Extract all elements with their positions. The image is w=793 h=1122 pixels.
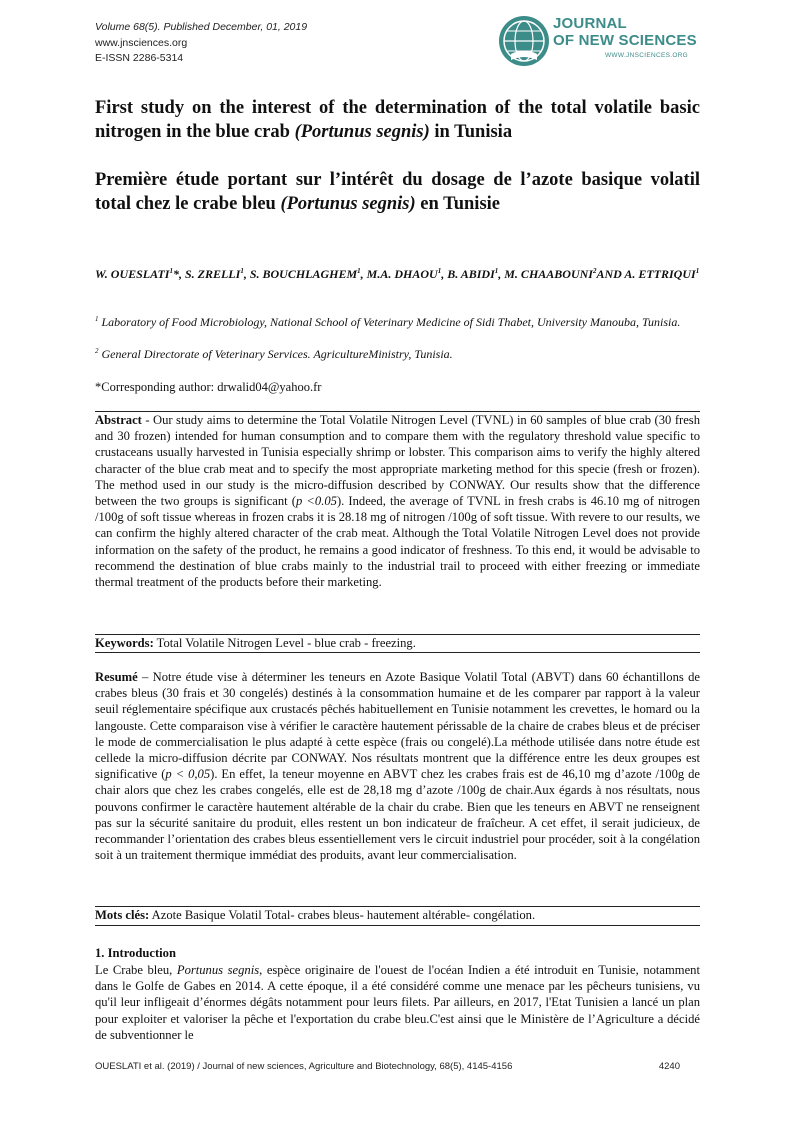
keywords: Keywords: Total Volatile Nitrogen Level - blue crab - freezing. bbox=[95, 636, 416, 650]
title-english: First study on the interest of the determination of the total volatile basic nitrogen in the blue crab (Portunus segnis) in Tunisia bbox=[95, 98, 700, 142]
journal-issn: E-ISSN 2286-5314 bbox=[95, 52, 184, 64]
globe-book-icon bbox=[497, 14, 551, 68]
abstract: Abstract - Our study aims to determine the Total Volatile Nitrogen Level (TVNL) in 60 samples of blue crab (30 fresh and 30 frozen) intended for human consumption and to compare them with the regulatory threshold value specific to crustaceans usually harvested in Tunisia especially shrimp or lobster. This comparison aims to verify the highly altered character of the blue crab meat and to specify the most appropriate marketing method for this specie (fresh or frozen). The method used in our study is the micro-diffusion described by CONWAY. Our results show that the difference between the two groups is significant (p <0.05). Indeed, the average of TVNL in fresh crabs is 46.10 mg of nitrogen /100g of soft tissue whereas in frozen crabs it is 28.18 mg of nitrogen /100g of soft tissue. With revere to our results, we can confirm the highly altered character of the crab meat. Although the Total Volatile Nitrogen Level does not provide information on the safety of the product, he remains a good indicator of freshness. To this end, it would be advisable to recommend the destination of blue crabs mainly to the industrial trail to proceed with either freezing or immediate thermal treatment of the products before their marketing. bbox=[95, 413, 701, 590]
resume: Resumé – Notre étude vise à déterminer les teneurs en Azote Basique Volatil Total (ABVT) dans 60 échantillons de crabes bleus (30 frais et 30 congelés) destinés à la consommation humaine et de les comparer par rapport à la valeur seuil réglementaire spécifique aux crustacés pêchés habituellement en Tunisie notamment les crevettes, le homard ou la langouste. Cette comparaison vise à vérifier le caractère hautement périssable de la chaire de crabes bleus et de préciser le mode de commercialisation le plus adapté à cette espèce (frais ou congelé).La méthode utilisée dans notre étude est cellede la micro-diffusion décrite par CONWAY. Nos résultats montrent que la différence entre les deux groupes est significative (p < 0,05). En effet, la teneur moyenne en ABVT chez les crabes frais est de 46,10 mg d’azote /100g de chair alors que chez les crabes congelés, elle est de 28,18 mg d’azote /100g de chair.Aux égards à nos résultats, nous pouvons confirmer le caractère hautement altérable de la chair du crabe. Bien que les teneurs en ABVT ne renseignent pas sur la sécurité sanitaire du produit, elles restent un bon indicateur de fraîcheur. A cet effet, il serait judicieux, de recommander l’orientation des crabes bleus essentiellement vers le circuit industriel pour procéder, soit à la congélation soit à un traitement thermique immédiat des produits, avant leur commercialisation. bbox=[95, 670, 701, 863]
logo-url: WWW.JNSCIENCES.ORG bbox=[605, 52, 689, 59]
affiliation-2: $^2$ General Directorate of Veterinary Services. AgricultureMinistry, Tunisia. bbox=[95, 347, 453, 361]
journal-volume: Volume 68(5). Published December, 01, 2019 bbox=[95, 21, 308, 33]
logo-line1: JOURNAL bbox=[553, 15, 627, 32]
title-french: Première étude portant sur l’intérêt du dosage de l’azote basique volatil total chez le crabe bleu (Portunus segnis) en Tunisie bbox=[95, 170, 700, 214]
author-list: W. OUESLATI$^1$*, S. ZRELLI$^1$, S. BOUCHLAGHEM$^1$, M.A. DHAOU$^1$, B. ABIDI$^1$, M. CHAABOUNI$^2$AND A. ETTRIQUI$^1$ bbox=[95, 267, 700, 281]
journal-logo bbox=[497, 14, 707, 70]
abstract-bottom-rule bbox=[95, 652, 700, 653]
logo-line2: OF NEW SCIENCES bbox=[553, 32, 697, 49]
introduction-text: Le Crabe bleu, Portunus segnis, espèce originaire de l'ouest de l'océan Indien a été introduit en Tunisie, notamment dans le Golfe de Gabes en 2014. A cette époque, il a été considéré comme une menace par les pêcheurs tunisiens, vu qu'il leur infligeait d’énormes dégâts notamment pour leurs filets. Par ailleurs, en 2017, l'Etat Tunisien a lancé un plan pour exploiter et valoriser la pêche et l'exportation du crabe bleu.C'est ainsi que le Ministère de l’Agriculture a décidé de subventionner le bbox=[95, 963, 700, 1042]
corresponding-author: *Corresponding author: drwalid04@yahoo.fr bbox=[95, 380, 322, 394]
page-footer bbox=[95, 1061, 700, 1072]
page-number: 4240 bbox=[658, 1061, 680, 1072]
journal-website[interactable]: www.jnsciences.org bbox=[95, 37, 188, 49]
affiliation-1: $^1$ Laboratory of Food Microbiology, National School of Veterinary Medicine of Sidi Thabet, University Manouba, Tunisia. bbox=[95, 315, 681, 329]
footer-citation: OUESLATI et al. (2019) / Journal of new sciences, Agriculture and Biotechnology, 68(5), 4145-4156 bbox=[95, 1061, 513, 1072]
mots-cles: Mots clés: Azote Basique Volatil Total- crabes bleus- hautement altérable- congélation. bbox=[95, 908, 536, 922]
introduction-heading: 1. Introduction bbox=[95, 946, 176, 960]
resume-bottom-rule bbox=[95, 925, 700, 926]
